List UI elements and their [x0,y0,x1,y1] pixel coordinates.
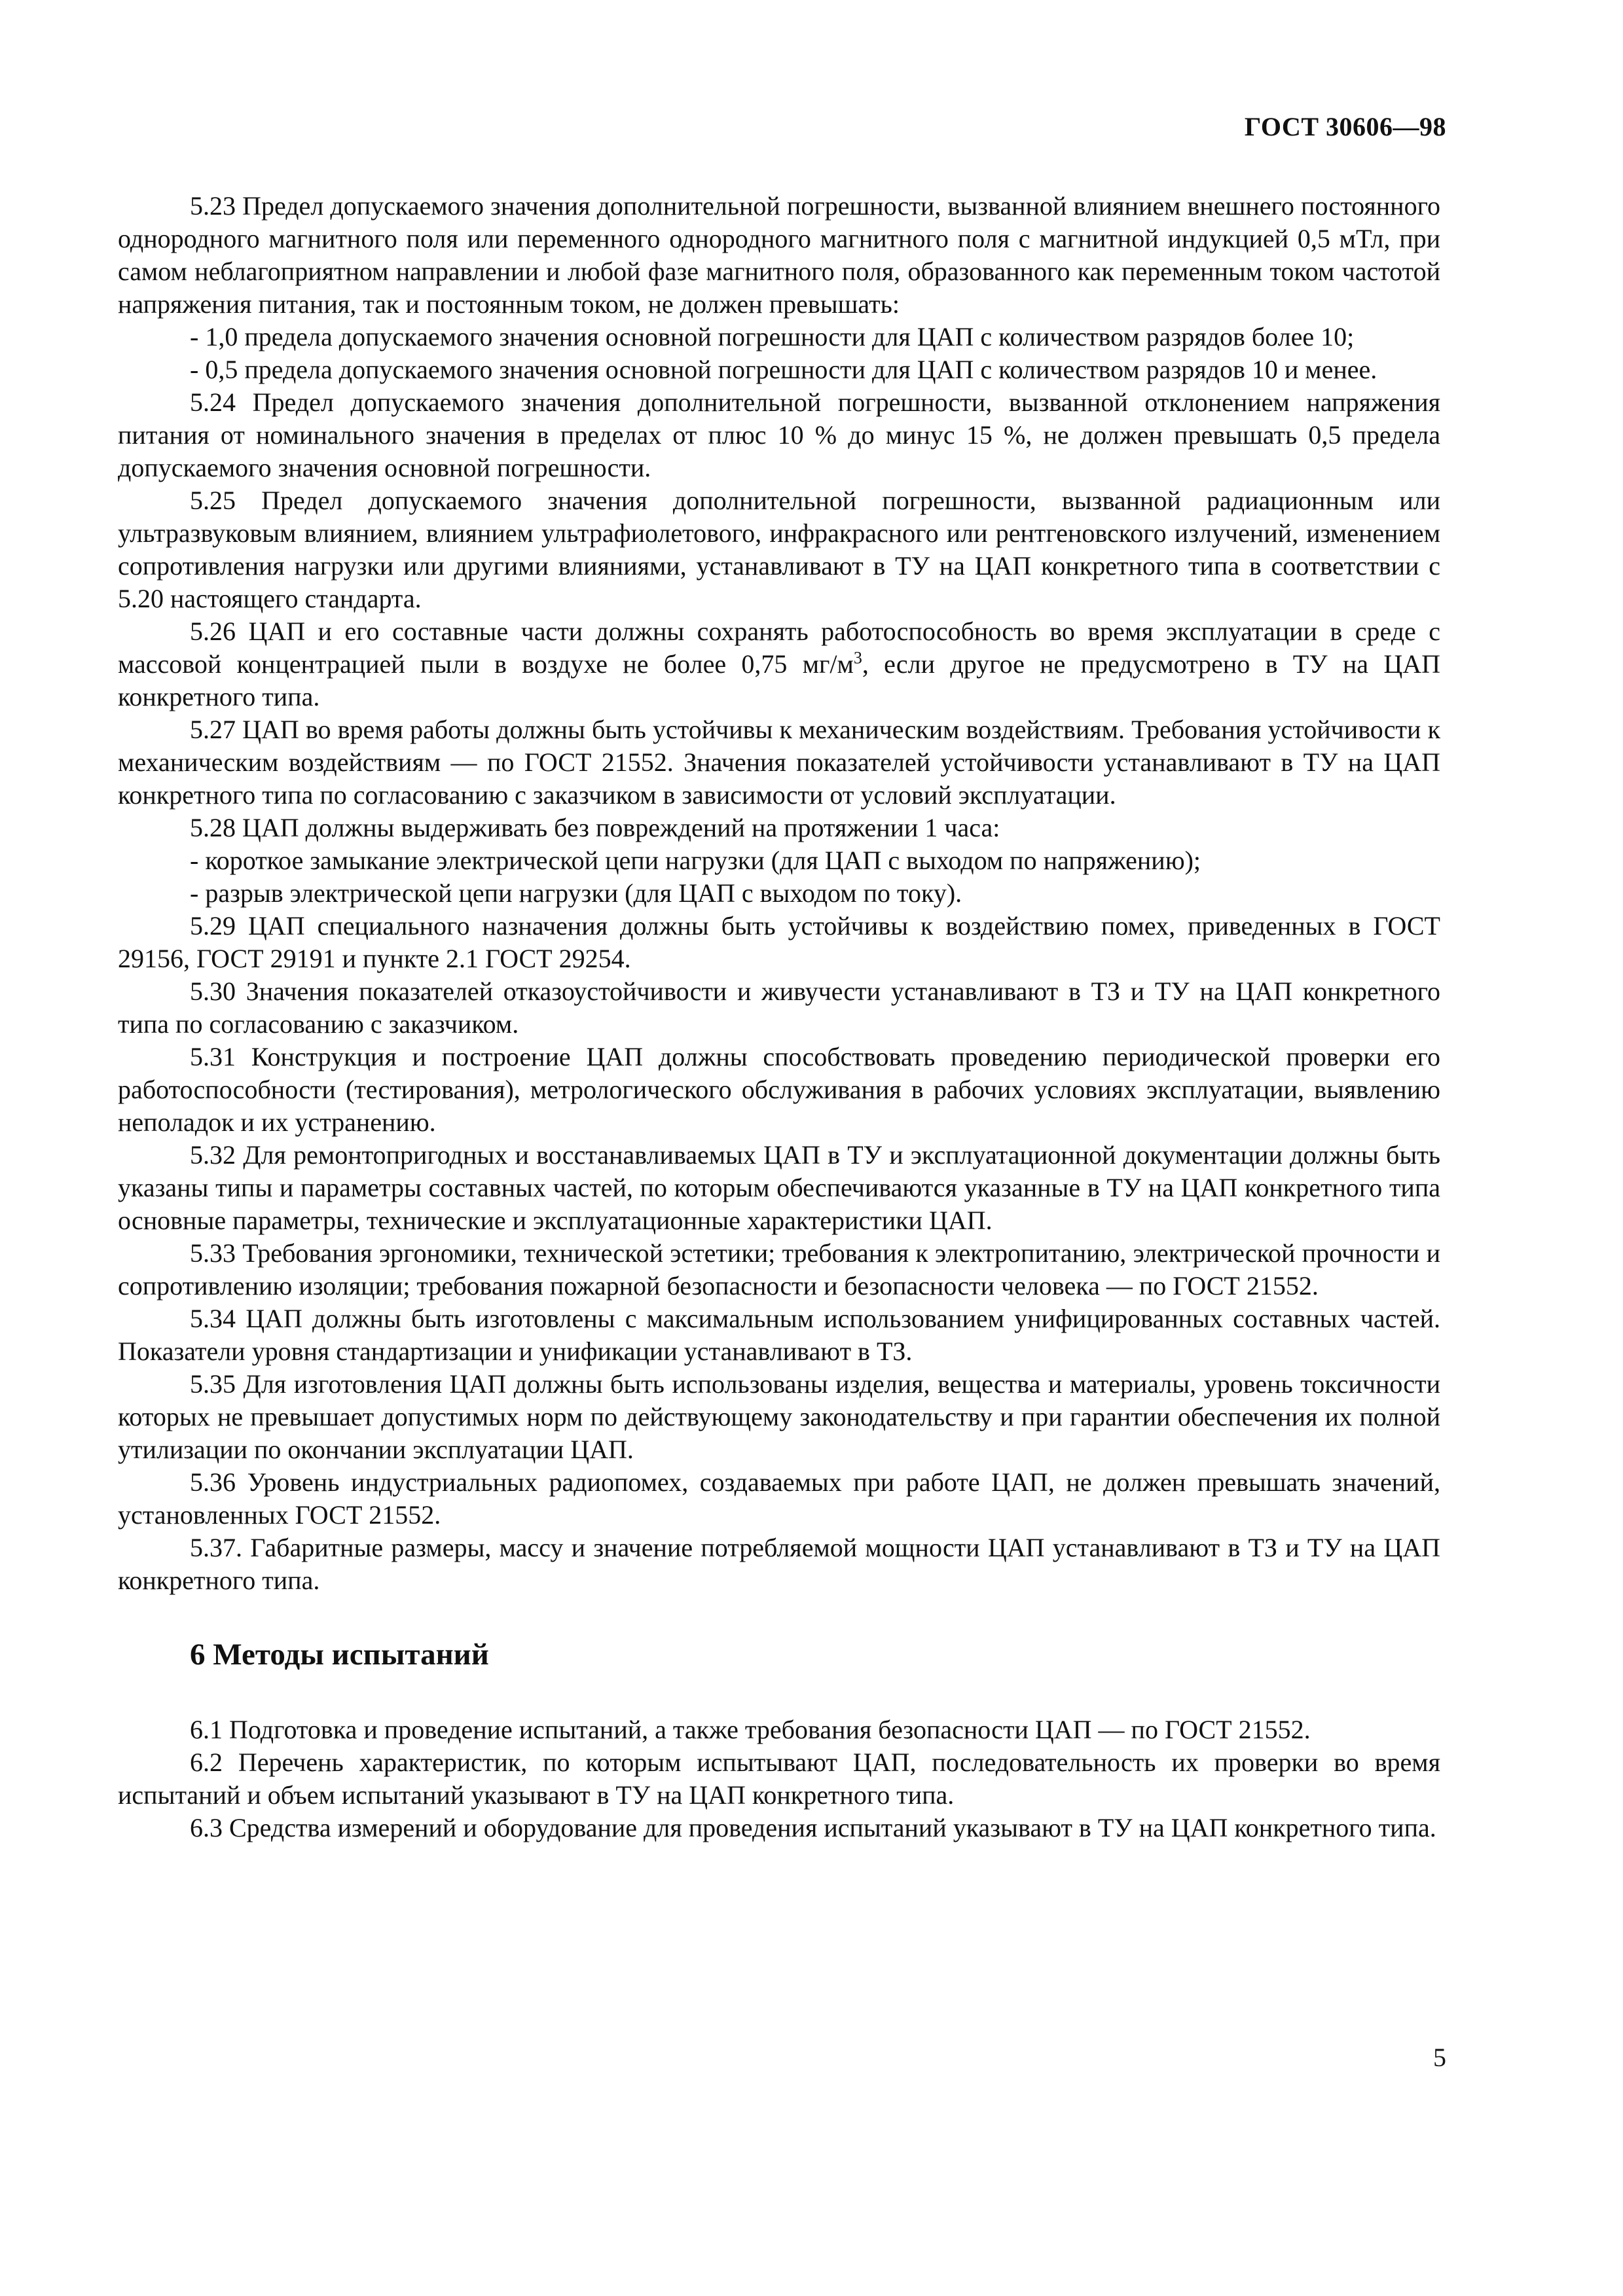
clause-5-31: 5.31 Конструкция и построение ЦАП должны способствовать проведению периодической проверки его работоспособности (тестирования), метрологического обслуживания в рабочих условиях эксплуатации, выявлению неполадок и их устранению. [118,1042,1440,1137]
clause-5-26-superscript: 3 [853,648,862,668]
clause-5-25: 5.25 Предел допускаемого значения дополнительной погрешности, вызванной радиационным или ультразвуковым влиянием, влиянием ультрафиолетового, инфракрасного или рентгеновского излучений, изменением сопротивления нагрузки или другими влияниями, устанавливают в ТУ на ЦАП конкретного типа в соответствии с 5.20 настоящего стандарта. [118,486,1440,613]
clause-6-3: 6.3 Средства измерений и оборудование для проведения испытаний указывают в ТУ на ЦАП конкретного типа. [190,1813,1436,1842]
clause-5-34: 5.34 ЦАП должны быть изготовлены с максимальным использованием унифицированных составных частей. Показатели уровня стандартизации и унификации устанавливают в ТЗ. [118,1304,1440,1366]
clause-5-23-item-1: - 1,0 предела допускаемого значения основной погрешности для ЦАП с количеством разрядов более 10; [190,322,1355,351]
clause-5-27: 5.27 ЦАП во время работы должны быть устойчивы к механическим воздействиям. Требования устойчивости к механическим воздействиям — по ГОСТ 21552. Значения показателей устойчивости устанавливают в ТУ на ЦАП конкретного типа по согласованию с заказчиком в зависимости от условий эксплуатации. [118,715,1440,810]
clause-5-24: 5.24 Предел допускаемого значения дополнительной погрешности, вызванной отклонением напряжения питания от номинального значения в пределах от плюс 10 % до минус 15 %, не должен превышать 0,5 предела допускаемого значения основной погрешности. [118,387,1440,482]
clause-5-28: 5.28 ЦАП должны выдерживать без повреждений на протяжении 1 часа: [190,813,1000,842]
page-content [118,190,1440,1844]
clause-5-36: 5.36 Уровень индустриальных радиопомех, создаваемых при работе ЦАП, не должен превышать значений, установленных ГОСТ 21552. [118,1467,1440,1530]
clause-5-37: 5.37. Габаритные размеры, массу и значение потребляемой мощности ЦАП устанавливают в ТЗ и ТУ на ЦАП конкретного типа. [118,1533,1440,1595]
clause-6-1: 6.1 Подготовка и проведение испытаний, а также требования безопасности ЦАП — по ГОСТ 21552. [190,1715,1311,1744]
section-6-title: 6 Методы испытаний [190,1638,489,1672]
clause-5-26-text-b: , если другое не предусмотрено в ТУ на ЦАП конкретного типа. [118,649,1441,711]
clause-5-33: 5.33 Требования эргономики, технической эстетики; требования к электропитанию, электрической прочности и сопротивлению изоляции; требования пожарной безопасности и безопасности человека — по ГОСТ 21552. [118,1238,1440,1300]
page-number: 5 [1433,2043,1446,2072]
clause-5-23-item-2: - 0,5 предела допускаемого значения основной погрешности для ЦАП с количеством разрядов 10 и менее. [190,355,1377,384]
clause-6-2: 6.2 Перечень характеристик, по которым испытывают ЦАП, последовательность их проверки во время испытаний и объем испытаний указывают в ТУ на ЦАП конкретного типа. [118,1748,1440,1810]
clause-5-35: 5.35 Для изготовления ЦАП должны быть использованы изделия, вещества и материалы, уровень токсичности которых не превышает допустимых норм по действующему законодательству и при гарантии обеспечения их полной утилизации по окончании эксплуатации ЦАП. [118,1369,1440,1464]
clause-5-26-text-a: 5.26 ЦАП и его составные части должны сохранять работоспособность во время эксплуатации в среде с массовой концентрацией пыли в воздухе не более 0,75 мг/м [118,617,1440,679]
clause-5-23: 5.23 Предел допускаемого значения дополнительной погрешности, вызванной влиянием внешнего постоянного однородного магнитного поля или переменного однородного магнитного поля с магнитной индукцией 0,5 мТл, при самом неблагоприятном направлении и любой фазе магнитного поля, образованного как переменным током частотой напряжения питания, так и постоянным током, не должен превышать: [118,191,1440,319]
clause-5-26 [118,615,1440,713]
document-header: ГОСТ 30606—98 [1244,112,1446,141]
clause-5-28-item-1: - короткое замыкание электрической цепи нагрузки (для ЦАП с выходом по напряжению); [190,846,1201,875]
clause-5-29: 5.29 ЦАП специального назначения должны быть устойчивы к воздействию помех, приведенных в ГОСТ 29156, ГОСТ 29191 и пункте 2.1 ГОСТ 29254. [118,911,1440,973]
clause-5-28-item-2: - разрыв электрической цепи нагрузки (для ЦАП с выходом по току). [190,878,962,908]
clause-5-30: 5.30 Значения показателей отказоустойчивости и живучести устанавливают в ТЗ и ТУ на ЦАП конкретного типа по согласованию с заказчиком. [118,977,1440,1039]
clause-5-32: 5.32 Для ремонтопригодных и восстанавливаемых ЦАП в ТУ и эксплуатационной документации должны быть указаны типы и параметры составных частей, по которым обеспечиваются указанные в ТУ на ЦАП конкретного типа основные параметры, технические и эксплуатационные характеристики ЦАП. [118,1140,1440,1235]
